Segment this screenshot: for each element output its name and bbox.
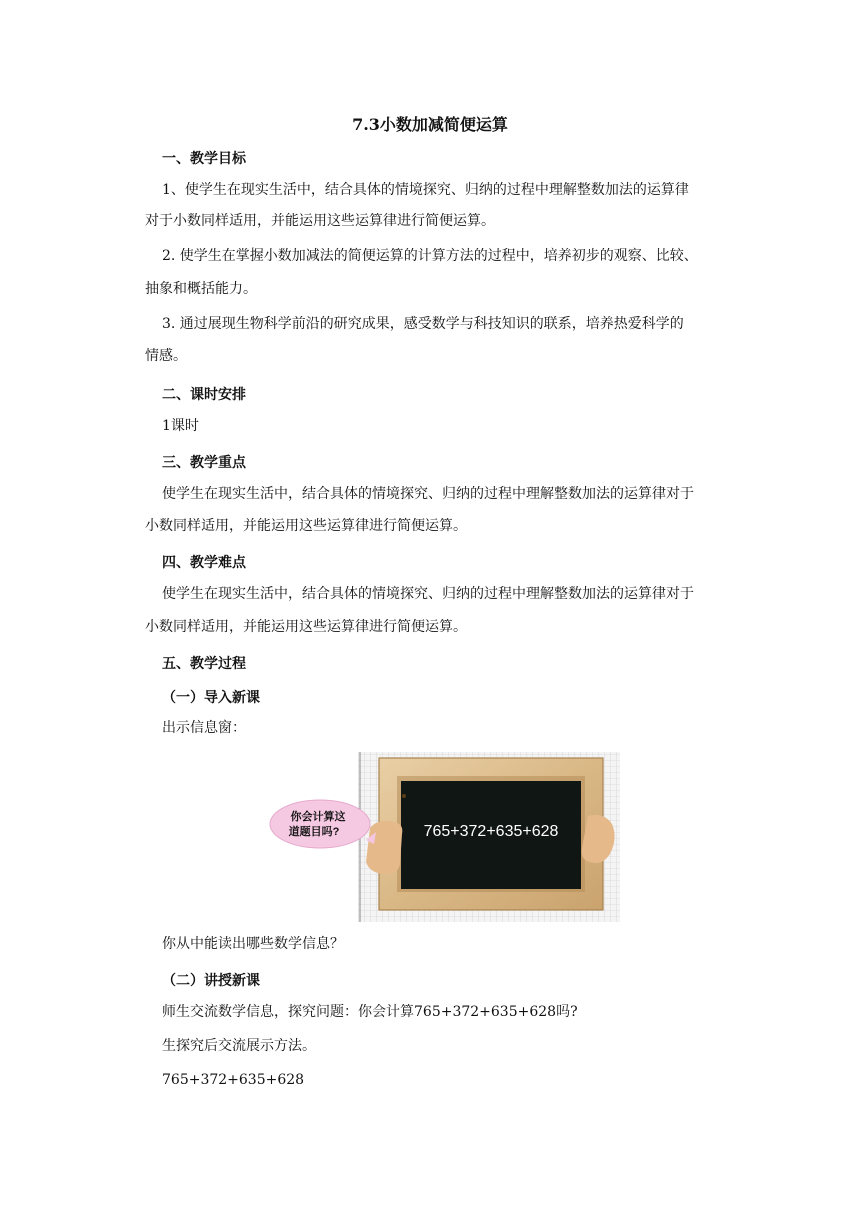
- heading-new-lesson: （二）讲授新课: [162, 973, 260, 989]
- bubble-line-1: 你会计算这: [290, 811, 346, 823]
- goal-2-line-2: 抽象和概括能力。: [145, 281, 257, 297]
- new-lesson-line-3: 765+372+635+628: [162, 1072, 305, 1088]
- board-equation: 765+372+635+628: [423, 823, 559, 840]
- key-points-line-1: 使学生在现实生活中，结合具体的情境探究、归纳的过程中理解整数加法的运算律对于: [162, 486, 694, 502]
- new-lesson-line-2: 生探究后交流展示方法。: [162, 1038, 316, 1054]
- heading-key-points: 三、教学重点: [162, 455, 246, 471]
- heading-intro: （一）导入新课: [162, 690, 260, 706]
- speech-bubble: [270, 800, 370, 848]
- heading-schedule: 二、课时安排: [162, 387, 246, 403]
- schedule-text: 1课时: [162, 418, 199, 434]
- new-lesson-line-1: 师生交流数学信息，探究问题：你会计算765+372+635+628吗?: [162, 1004, 578, 1020]
- goal-3-line-1: 3. 通过展现生物科学前沿的研究成果，感受数学与科技知识的联系，培养热爱科学的: [162, 316, 684, 332]
- goal-1-line-1: 1、使学生在现实生活中，结合具体的情境探究、归纳的过程中理解整数加法的运算律: [162, 182, 689, 198]
- key-points-line-2: 小数同样适用，并能运用这些运算律进行简便运算。: [145, 518, 467, 534]
- intro-text: 出示信息窗：: [162, 720, 246, 736]
- after-image-question: 你从中能读出哪些数学信息？: [162, 936, 344, 952]
- difficulties-line-2: 小数同样适用，并能运用这些运算律进行简便运算。: [145, 619, 467, 635]
- bubble-line-2: 道题目吗?: [288, 826, 340, 838]
- goal-1-line-2: 对于小数同样适用，并能运用这些运算律进行简便运算。: [145, 213, 495, 229]
- goal-3-line-2: 情感。: [145, 348, 187, 364]
- goal-2-line-1: 2. 使学生在掌握小数加减法的简便运算的计算方法的过程中，培养初步的观察、比较、: [162, 248, 698, 264]
- heading-teaching-goals: 一、教学目标: [162, 151, 246, 167]
- document-title: 7.3小数加减简便运算: [352, 115, 508, 134]
- info-window-image: [268, 748, 620, 922]
- left-hand: [366, 821, 402, 874]
- heading-process: 五、教学过程: [162, 656, 246, 672]
- difficulties-line-1: 使学生在现实生活中，结合具体的情境探究、归纳的过程中理解整数加法的运算律对于: [162, 586, 694, 602]
- heading-difficulties: 四、教学难点: [162, 555, 246, 571]
